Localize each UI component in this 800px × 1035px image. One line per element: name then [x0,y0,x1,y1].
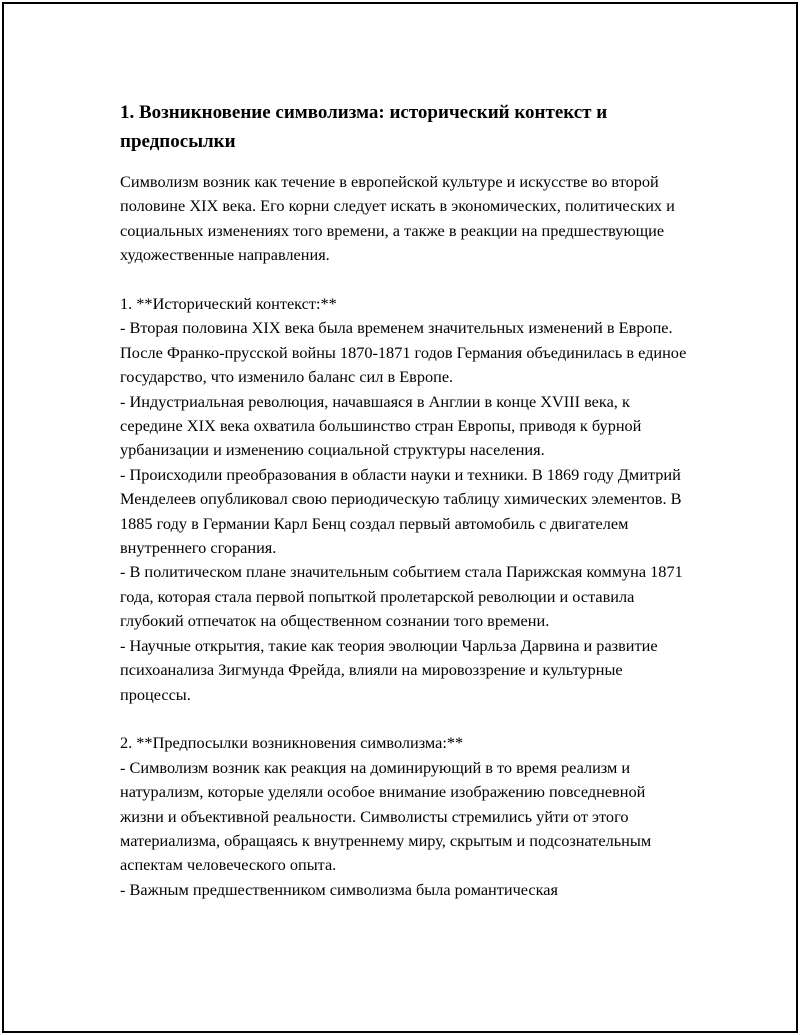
list-item: - Вторая половина XIX века была временем значительных изменений в Европе. После Франко-прусской войны 1870-1871 годов Германия объединилась в единое государство, что изменило баланс сил в Европе. [120,318,687,387]
list-item: - Важным предшественником символизма была романтическая [120,879,559,899]
document-body [120,98,690,902]
list-item: - Происходили преобразования в области науки и техники. В 1869 году Дмитрий Менделеев опубликовал свою периодическую таблицу химических элементов. В 1885 году в Германии Карл Бенц создал первый автомобиль с двигателем внутреннего сгорания. [120,464,682,558]
list-item: - В политическом плане значительным событием стала Парижская коммуна 1871 года, которая стала первой попыткой пролетарской революции и оставила глубокий отпечаток на общественном сознании того времени. [120,562,683,631]
document-title: 1. Возникновение символизма: исторический контекст и предпосылки [120,102,608,152]
list-item: - Научные открытия, такие как теория эволюции Чарльза Дарвина и развитие психоанализа Зигмунда Фрейда, влияли на мировоззрение и культурные процессы. [120,635,658,704]
section-heading-historical-context: 1. **Исторический контекст:** [120,294,337,314]
intro-paragraph: Символизм возник как течение в европейской культуре и искусстве во второй половине XIX века. Его корни следует искать в экономических, политических и социальных изменениях того времени, а также в реакции на предшествующие художественные направления. [120,172,675,265]
paragraph-spacer [120,707,690,731]
list-item: - Индустриальная революция, начавшаяся в Англии в конце XVIII века, к середине XIX века охватила большинство стран Европы, приводя к бурной урбанизации и изменению социальной структуры населения. [120,391,642,460]
list-item: - Символизм возник как реакция на доминирующий в то время реализм и натурализм, которые уделяли особое внимание изображению повседневной жизни и объективной реальности. Символисты стремились уйти от этого материализма, обращаясь к внутреннему миру, скрытым и подсознательным аспектам человеческого опыта. [120,757,652,875]
section-heading-prerequisites: 2. **Предпосылки возникновения символизма:** [120,733,464,753]
page-frame [2,2,798,1033]
paragraph-spacer [120,268,690,292]
